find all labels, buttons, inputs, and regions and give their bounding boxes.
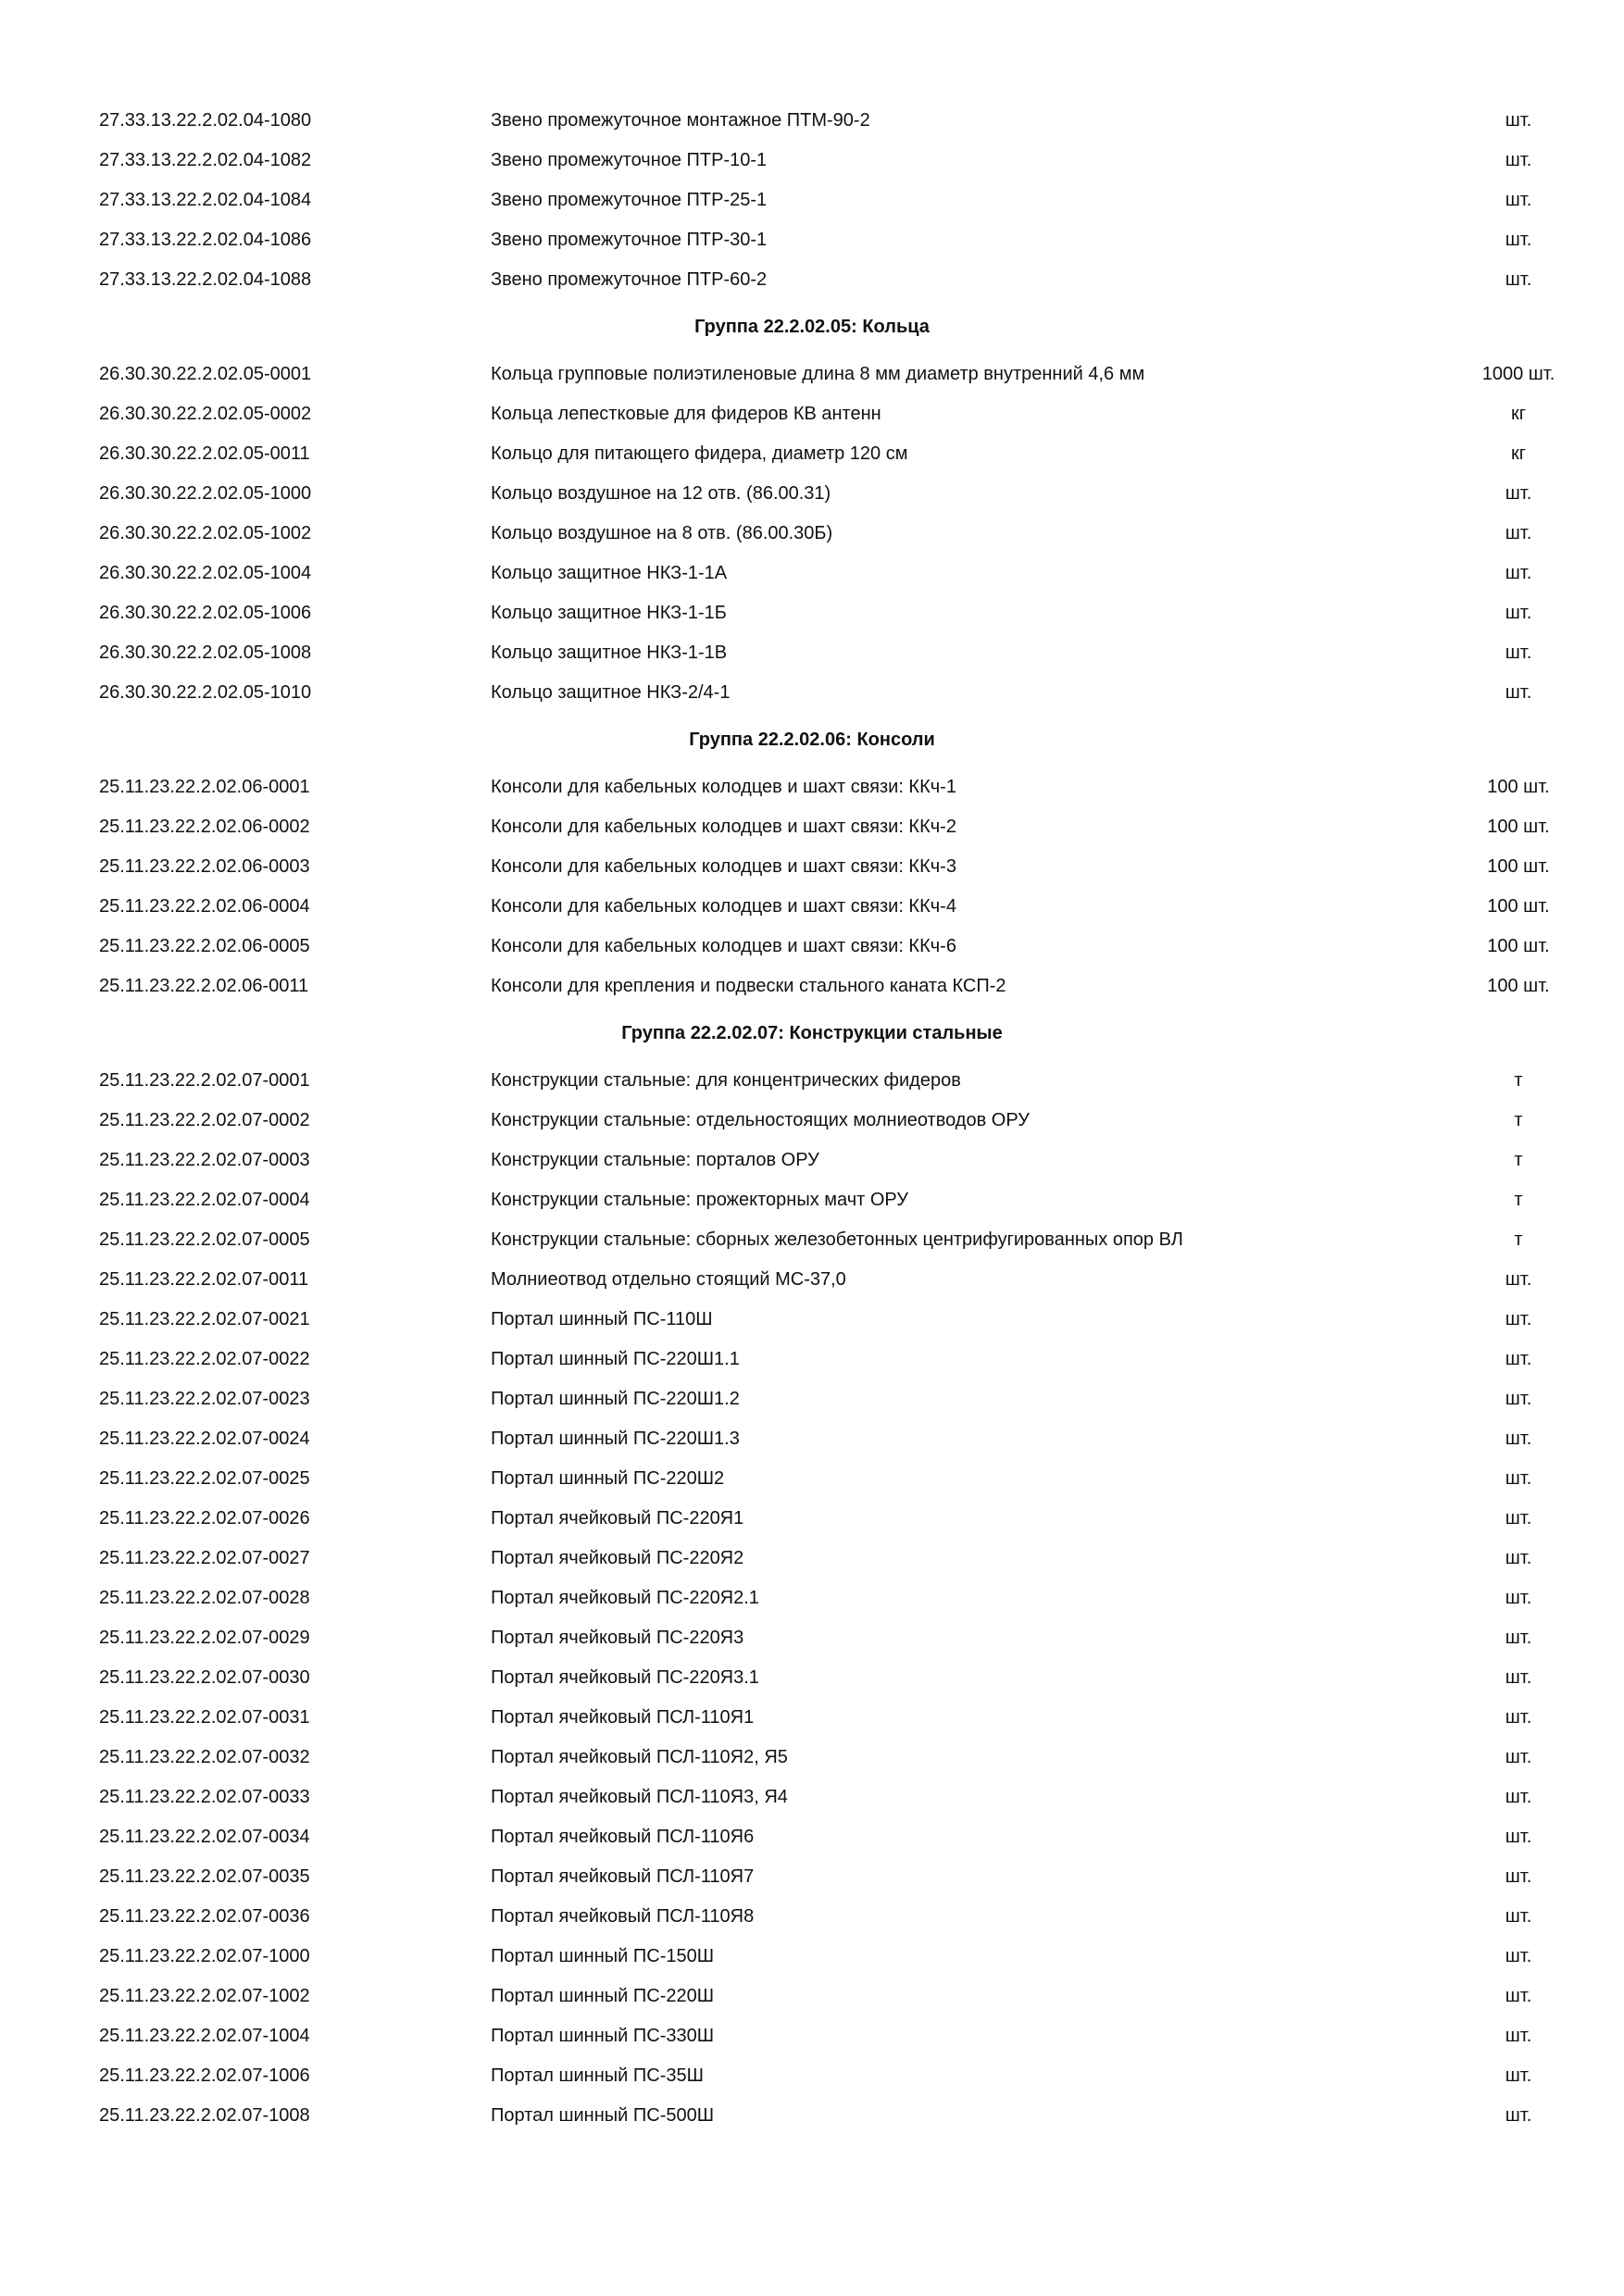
item-name: Портал ячейковый ПСЛ-110Я6 <box>491 1827 755 1847</box>
item-code: 25.11.23.22.2.02.07-0025 <box>99 1468 310 1489</box>
item-name: Портал ячейковый ПС-220Я1 <box>491 1508 744 1529</box>
item-unit: шт. <box>1505 2026 1532 2046</box>
item-code: 25.11.23.22.2.02.06-0011 <box>99 976 309 996</box>
item-code: 25.11.23.22.2.02.07-0021 <box>99 1309 310 1329</box>
item-unit: шт. <box>1505 190 1532 210</box>
item-unit: шт. <box>1505 563 1532 583</box>
table-row <box>0 1579 1624 1616</box>
table-row <box>0 1540 1624 1577</box>
item-code: 25.11.23.22.2.02.07-0032 <box>99 1747 310 1767</box>
table-row <box>0 1818 1624 1855</box>
item-unit: шт. <box>1505 523 1532 543</box>
table-row <box>0 967 1624 1004</box>
item-code: 27.33.13.22.2.02.04-1086 <box>99 230 312 250</box>
item-name: Конструкции стальные: отдельностоящих молниеотводов ОРУ <box>491 1110 1030 1130</box>
table-row <box>0 1460 1624 1497</box>
table-row <box>0 1699 1624 1736</box>
item-code: 25.11.23.22.2.02.07-1006 <box>99 2065 310 2086</box>
item-unit: т <box>1514 1110 1523 1130</box>
item-name: Консоли для кабельных колодцев и шахт связи: ККч-6 <box>491 936 956 956</box>
item-unit: шт. <box>1505 1906 1532 1927</box>
item-unit: т <box>1514 1150 1523 1170</box>
item-code: 26.30.30.22.2.02.05-1010 <box>99 682 312 703</box>
item-code: 26.30.30.22.2.02.05-0002 <box>99 404 312 424</box>
item-code: 25.11.23.22.2.02.07-1004 <box>99 2026 310 2046</box>
item-unit: шт. <box>1505 1827 1532 1847</box>
item-code: 25.11.23.22.2.02.07-0001 <box>99 1070 310 1091</box>
item-unit: 100 шт. <box>1487 936 1550 956</box>
item-unit: шт. <box>1505 269 1532 290</box>
item-name: Конструкции стальные: сборных железобетонных центрифугированных опор ВЛ <box>491 1229 1183 1250</box>
item-unit: шт. <box>1505 1468 1532 1489</box>
item-code: 25.11.23.22.2.02.06-0001 <box>99 777 310 797</box>
item-code: 25.11.23.22.2.02.07-1000 <box>99 1946 310 1966</box>
item-name: Кольцо защитное НКЗ-1-1Б <box>491 603 727 623</box>
item-code: 27.33.13.22.2.02.04-1080 <box>99 110 312 131</box>
item-unit: шт. <box>1505 2065 1532 2086</box>
table-row <box>0 888 1624 925</box>
table-row <box>0 1142 1624 1179</box>
item-code: 25.11.23.22.2.02.07-0022 <box>99 1349 310 1369</box>
item-unit: шт. <box>1505 2105 1532 2126</box>
item-name: Портал ячейковый ПС-220Я3 <box>491 1628 744 1648</box>
item-name: Конструкции стальные: прожекторных мачт ОРУ <box>491 1190 909 1210</box>
item-unit: шт. <box>1505 1707 1532 1728</box>
item-name: Кольцо для питающего фидера, диаметр 120 см <box>491 443 908 464</box>
item-code: 25.11.23.22.2.02.07-0033 <box>99 1787 310 1807</box>
item-unit: т <box>1514 1190 1523 1210</box>
item-name: Портал ячейковый ПСЛ-110Я7 <box>491 1866 755 1887</box>
item-code: 25.11.23.22.2.02.07-0031 <box>99 1707 310 1728</box>
table-row <box>0 1778 1624 1816</box>
item-unit: шт. <box>1505 1667 1532 1688</box>
table-row <box>0 768 1624 805</box>
item-code: 25.11.23.22.2.02.06-0002 <box>99 817 310 837</box>
item-code: 25.11.23.22.2.02.07-0035 <box>99 1866 310 1887</box>
table-row <box>0 2097 1624 2134</box>
item-name: Портал шинный ПС-35Ш <box>491 2065 704 2086</box>
item-unit: т <box>1514 1070 1523 1091</box>
item-name: Кольца лепестковые для фидеров КВ антенн <box>491 404 881 424</box>
table-row <box>0 2017 1624 2054</box>
item-name: Консоли для кабельных колодцев и шахт связи: ККч-3 <box>491 856 956 877</box>
item-name: Звено промежуточное ПТР-60-2 <box>491 269 768 290</box>
item-unit: шт. <box>1505 1628 1532 1648</box>
item-name: Кольцо воздушное на 12 отв. (86.00.31) <box>491 483 831 504</box>
item-unit: шт. <box>1505 1389 1532 1409</box>
item-unit: шт. <box>1505 682 1532 703</box>
item-name: Портал шинный ПС-330Ш <box>491 2026 715 2046</box>
item-name: Портал шинный ПС-220Ш1.3 <box>491 1429 740 1449</box>
table-row <box>0 1978 1624 2015</box>
table-row <box>0 1102 1624 1139</box>
table-row <box>0 475 1624 512</box>
table-row <box>0 594 1624 631</box>
item-unit: шт. <box>1505 603 1532 623</box>
table-row <box>0 1898 1624 1935</box>
item-name: Портал шинный ПС-500Ш <box>491 2105 715 2126</box>
table-row <box>0 928 1624 965</box>
item-unit: шт. <box>1505 110 1532 131</box>
item-code: 25.11.23.22.2.02.07-0005 <box>99 1229 310 1250</box>
item-name: Консоли для кабельных колодцев и шахт связи: ККч-4 <box>491 896 956 917</box>
item-unit: шт. <box>1505 1548 1532 1568</box>
item-unit: 100 шт. <box>1487 976 1550 996</box>
table-row <box>0 1301 1624 1338</box>
item-unit: т <box>1514 1229 1523 1250</box>
table-row <box>0 1380 1624 1417</box>
item-unit: шт. <box>1505 1588 1532 1608</box>
table-row <box>0 1181 1624 1218</box>
item-unit: шт. <box>1505 643 1532 663</box>
item-code: 25.11.23.22.2.02.07-0030 <box>99 1667 310 1688</box>
item-code: 25.11.23.22.2.02.07-0023 <box>99 1389 310 1409</box>
item-unit: шт. <box>1505 150 1532 170</box>
table-row <box>0 515 1624 552</box>
item-code: 25.11.23.22.2.02.07-0029 <box>99 1628 310 1648</box>
item-unit: 100 шт. <box>1487 817 1550 837</box>
item-unit: шт. <box>1505 1269 1532 1290</box>
item-code: 26.30.30.22.2.02.05-0001 <box>99 364 312 384</box>
table-row <box>0 181 1624 218</box>
item-name: Портал шинный ПС-110Ш <box>491 1309 713 1329</box>
item-unit: шт. <box>1505 1508 1532 1529</box>
item-code: 27.33.13.22.2.02.04-1084 <box>99 190 312 210</box>
item-code: 25.11.23.22.2.02.07-0004 <box>99 1190 310 1210</box>
item-name: Кольцо защитное НКЗ-1-1А <box>491 563 728 583</box>
item-code: 26.30.30.22.2.02.05-1006 <box>99 603 312 623</box>
item-unit: шт. <box>1505 230 1532 250</box>
item-name: Звено промежуточное ПТР-10-1 <box>491 150 768 170</box>
table-row <box>0 555 1624 592</box>
item-name: Конструкции стальные: порталов ОРУ <box>491 1150 819 1170</box>
table-row <box>0 1420 1624 1457</box>
item-name: Кольцо воздушное на 8 отв. (86.00.30Б) <box>491 523 833 543</box>
item-code: 25.11.23.22.2.02.07-0028 <box>99 1588 310 1608</box>
item-name: Портал ячейковый ПСЛ-110Я8 <box>491 1906 755 1927</box>
table-row <box>0 261 1624 298</box>
item-unit: шт. <box>1505 1309 1532 1329</box>
item-name: Консоли для кабельных колодцев и шахт связи: ККч-2 <box>491 817 956 837</box>
item-name: Портал ячейковый ПСЛ-110Я3, Я4 <box>491 1787 788 1807</box>
item-code: 25.11.23.22.2.02.07-0003 <box>99 1150 310 1170</box>
item-name: Портал шинный ПС-220Ш1.2 <box>491 1389 740 1409</box>
table-row <box>0 1659 1624 1696</box>
table-row <box>0 142 1624 179</box>
item-unit: 100 шт. <box>1487 896 1550 917</box>
item-unit: 1000 шт. <box>1481 364 1555 384</box>
item-code: 26.30.30.22.2.02.05-0011 <box>99 443 310 464</box>
item-unit: шт. <box>1505 1349 1532 1369</box>
item-code: 26.30.30.22.2.02.05-1008 <box>99 643 312 663</box>
table-row <box>0 1938 1624 1975</box>
item-code: 25.11.23.22.2.02.07-0026 <box>99 1508 310 1529</box>
table-row <box>0 808 1624 845</box>
item-unit: шт. <box>1505 1747 1532 1767</box>
table-row <box>0 1619 1624 1656</box>
item-code: 25.11.23.22.2.02.06-0005 <box>99 936 310 956</box>
table-row <box>0 395 1624 432</box>
item-name: Портал ячейковый ПСЛ-110Я1 <box>491 1707 755 1728</box>
item-unit: 100 шт. <box>1487 777 1550 797</box>
item-code: 25.11.23.22.2.02.07-0036 <box>99 1906 310 1927</box>
item-name: Портал шинный ПС-220Ш1.1 <box>491 1349 740 1369</box>
table-row <box>0 1858 1624 1895</box>
item-name: Консоли для кабельных колодцев и шахт связи: ККч-1 <box>491 777 956 797</box>
table-row <box>0 1500 1624 1537</box>
group-heading: Группа 22.2.02.07: Конструкции стальные <box>621 1023 1003 1043</box>
item-name: Молниеотвод отдельно стоящий МС-37,0 <box>491 1269 846 1290</box>
item-code: 25.11.23.22.2.02.07-0034 <box>99 1827 310 1847</box>
item-code: 25.11.23.22.2.02.07-0027 <box>99 1548 310 1568</box>
item-code: 25.11.23.22.2.02.07-1008 <box>99 2105 310 2126</box>
item-unit: шт. <box>1505 1429 1532 1449</box>
item-name: Звено промежуточное ПТР-25-1 <box>491 190 768 210</box>
item-name: Звено промежуточное монтажное ПТМ-90-2 <box>491 110 870 131</box>
item-code: 25.11.23.22.2.02.07-0024 <box>99 1429 310 1449</box>
item-unit: кг <box>1510 404 1527 424</box>
group-heading: Группа 22.2.02.06: Консоли <box>689 730 935 750</box>
table-row <box>0 435 1624 472</box>
item-code: 26.30.30.22.2.02.05-1002 <box>99 523 312 543</box>
item-name: Портал шинный ПС-220Ш2 <box>491 1468 725 1489</box>
table-row <box>0 848 1624 885</box>
table-row <box>0 102 1624 139</box>
item-name: Портал шинный ПС-150Ш <box>491 1946 715 1966</box>
item-name: Портал шинный ПС-220Ш <box>491 1986 715 2006</box>
item-code: 25.11.23.22.2.02.07-0002 <box>99 1110 310 1130</box>
item-name: Кольца групповые полиэтиленовые длина 8 мм диаметр внутренний 4,6 мм <box>491 364 1145 384</box>
item-code: 25.11.23.22.2.02.07-0011 <box>99 1269 309 1290</box>
item-name: Кольцо защитное НКЗ-2/4-1 <box>491 682 731 703</box>
item-code: 27.33.13.22.2.02.04-1088 <box>99 269 312 290</box>
item-code: 25.11.23.22.2.02.06-0003 <box>99 856 310 877</box>
item-unit: шт. <box>1505 1946 1532 1966</box>
item-name: Кольцо защитное НКЗ-1-1В <box>491 643 728 663</box>
item-unit: кг <box>1510 443 1527 464</box>
item-name: Портал ячейковый ПС-220Я3.1 <box>491 1667 759 1688</box>
item-code: 26.30.30.22.2.02.05-1004 <box>99 563 312 583</box>
item-name: Портал ячейковый ПС-220Я2.1 <box>491 1588 759 1608</box>
table-row <box>0 674 1624 711</box>
table-row <box>0 1341 1624 1378</box>
item-unit: шт. <box>1505 483 1532 504</box>
item-name: Конструкции стальные: для концентрических фидеров <box>491 1070 961 1091</box>
table-row <box>0 1221 1624 1258</box>
table-row <box>0 2057 1624 2094</box>
item-code: 27.33.13.22.2.02.04-1082 <box>99 150 312 170</box>
table-row <box>0 1062 1624 1099</box>
item-name: Консоли для крепления и подвески стального каната КСП-2 <box>491 976 1006 996</box>
table-row <box>0 356 1624 393</box>
item-unit: шт. <box>1505 1986 1532 2006</box>
table-row <box>0 221 1624 258</box>
item-code: 25.11.23.22.2.02.06-0004 <box>99 896 310 917</box>
group-heading: Группа 22.2.02.05: Кольца <box>694 317 930 337</box>
item-unit: 100 шт. <box>1487 856 1550 877</box>
table-row <box>0 1739 1624 1776</box>
item-name: Портал ячейковый ПС-220Я2 <box>491 1548 744 1568</box>
item-code: 26.30.30.22.2.02.05-1000 <box>99 483 312 504</box>
item-name: Звено промежуточное ПТР-30-1 <box>491 230 768 250</box>
item-name: Портал ячейковый ПСЛ-110Я2, Я5 <box>491 1747 788 1767</box>
item-code: 25.11.23.22.2.02.07-1002 <box>99 1986 310 2006</box>
item-unit: шт. <box>1505 1787 1532 1807</box>
table-row <box>0 1261 1624 1298</box>
table-row <box>0 634 1624 671</box>
item-unit: шт. <box>1505 1866 1532 1887</box>
